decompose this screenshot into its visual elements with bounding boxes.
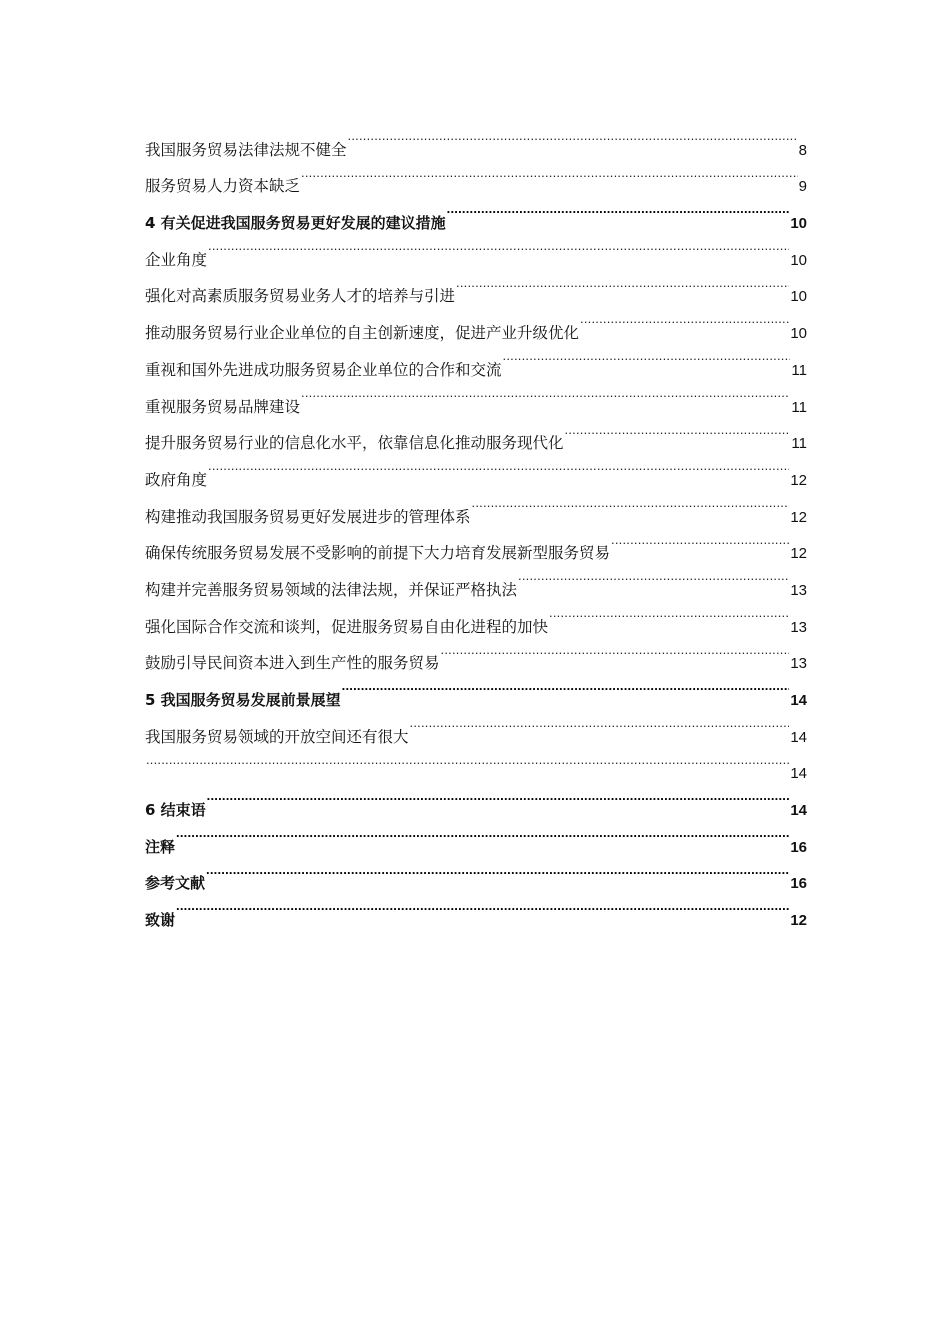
toc-entry-title: 构建并完善服务贸易领域的法律法规，并保证严格执法 <box>145 580 518 599</box>
dot-leader <box>471 485 790 522</box>
toc-page-number: 10 <box>790 288 807 306</box>
toc-page-number: 11 <box>791 398 807 416</box>
toc-entry-title: 重视和国外先进成功服务贸易企业单位的合作和交流 <box>145 360 502 379</box>
toc-entry-title: 企业角度 <box>145 250 208 269</box>
toc-entry-title: 参考文献 <box>145 874 206 893</box>
toc-page-number: 12 <box>790 471 807 489</box>
toc-entry-title: 4 有关促进我国服务贸易更好发展的建议措施 <box>145 214 446 233</box>
toc-entry[interactable] <box>145 778 807 820</box>
toc-entry-title: 强化国际合作交流和谈判，促进服务贸易自由化进程的加快 <box>145 617 549 636</box>
dot-leader <box>409 705 790 742</box>
dot-leader <box>347 118 798 155</box>
toc-entry-title: 服务贸易人力资本缺乏 <box>145 177 301 196</box>
dot-leader <box>205 852 789 889</box>
dot-leader <box>300 155 798 192</box>
toc-entry-title: 政府角度 <box>145 470 208 489</box>
toc-page-number: 9 <box>798 178 807 196</box>
toc-page-number: 11 <box>791 361 807 379</box>
dot-leader <box>206 778 790 815</box>
toc-page-number: 12 <box>790 545 807 563</box>
toc-page-number: 16 <box>790 875 807 893</box>
toc-page-number: 12 <box>790 508 807 526</box>
toc-entry[interactable] <box>145 815 807 856</box>
toc-page-number: 14 <box>790 765 807 783</box>
toc-entry-title: 强化对高素质服务贸易业务人才的培养与引进 <box>145 287 456 306</box>
toc-entry[interactable] <box>145 485 807 526</box>
toc-page-number: 10 <box>790 251 807 269</box>
toc-page-number: 13 <box>790 581 807 599</box>
toc-entry[interactable] <box>145 852 807 893</box>
dot-leader <box>440 632 790 669</box>
toc-entry[interactable] <box>145 742 807 783</box>
dot-leader <box>341 668 790 705</box>
toc-entry-title: 构建推动我国服务贸易更好发展进步的管理体系 <box>145 507 471 526</box>
toc-page-number: 13 <box>790 618 807 636</box>
toc-entry-title: 致谢 <box>145 911 176 930</box>
dot-leader <box>446 191 790 228</box>
toc-entry[interactable] <box>145 228 807 269</box>
toc-entry-title: 鼓励引导民间资本进入到生产性的服务贸易 <box>145 654 440 673</box>
dot-leader <box>207 228 789 265</box>
dot-leader <box>610 522 789 559</box>
toc-entry[interactable] <box>145 118 807 159</box>
dot-leader <box>145 742 789 779</box>
dot-leader <box>455 265 789 302</box>
dot-leader <box>175 888 789 925</box>
toc-entry[interactable] <box>145 448 807 489</box>
toc-page-number: 8 <box>798 141 807 159</box>
toc-entry-title: 提升服务贸易行业的信息化水平，依靠信息化推动服务现代化 <box>145 434 564 453</box>
toc-entry[interactable] <box>145 888 807 930</box>
toc-page-number: 14 <box>790 728 807 746</box>
dot-leader <box>579 301 789 338</box>
toc-entry-title: 5 我国服务贸易发展前景展望 <box>145 691 341 709</box>
toc-entry-title: 注释 <box>145 837 176 856</box>
toc-page-number: 16 <box>790 838 807 856</box>
toc-entry[interactable] <box>145 265 807 306</box>
toc-entry-title: 6 结束语 <box>145 801 206 820</box>
toc-page-number: 13 <box>790 655 807 673</box>
dot-leader <box>548 595 789 632</box>
toc-page-number: 11 <box>791 435 807 453</box>
toc-entry-title: 重视服务贸易品牌建设 <box>145 397 301 416</box>
dot-leader <box>300 375 790 412</box>
dot-leader <box>175 815 789 852</box>
toc-page-number: 14 <box>790 692 807 709</box>
dot-leader <box>564 412 791 449</box>
dot-leader <box>502 338 791 375</box>
toc-page-number: 10 <box>790 325 807 343</box>
toc-entry-title: 推动服务贸易行业企业单位的自主创新速度，促进产业升级优化 <box>145 324 580 343</box>
toc-page-number: 12 <box>790 912 807 930</box>
toc-entry-title: 我国服务贸易法律法规不健全 <box>145 140 347 159</box>
table-of-contents <box>145 118 807 930</box>
toc-entry-title: 确保传统服务贸易发展不受影响的前提下大力培育发展新型服务贸易 <box>145 544 611 563</box>
dot-leader <box>207 448 789 485</box>
toc-page-number: 14 <box>790 802 807 820</box>
toc-entry-title: 我国服务贸易领域的开放空间还有很大 <box>145 727 409 746</box>
dot-leader <box>517 558 789 595</box>
toc-page-number: 10 <box>790 215 807 233</box>
